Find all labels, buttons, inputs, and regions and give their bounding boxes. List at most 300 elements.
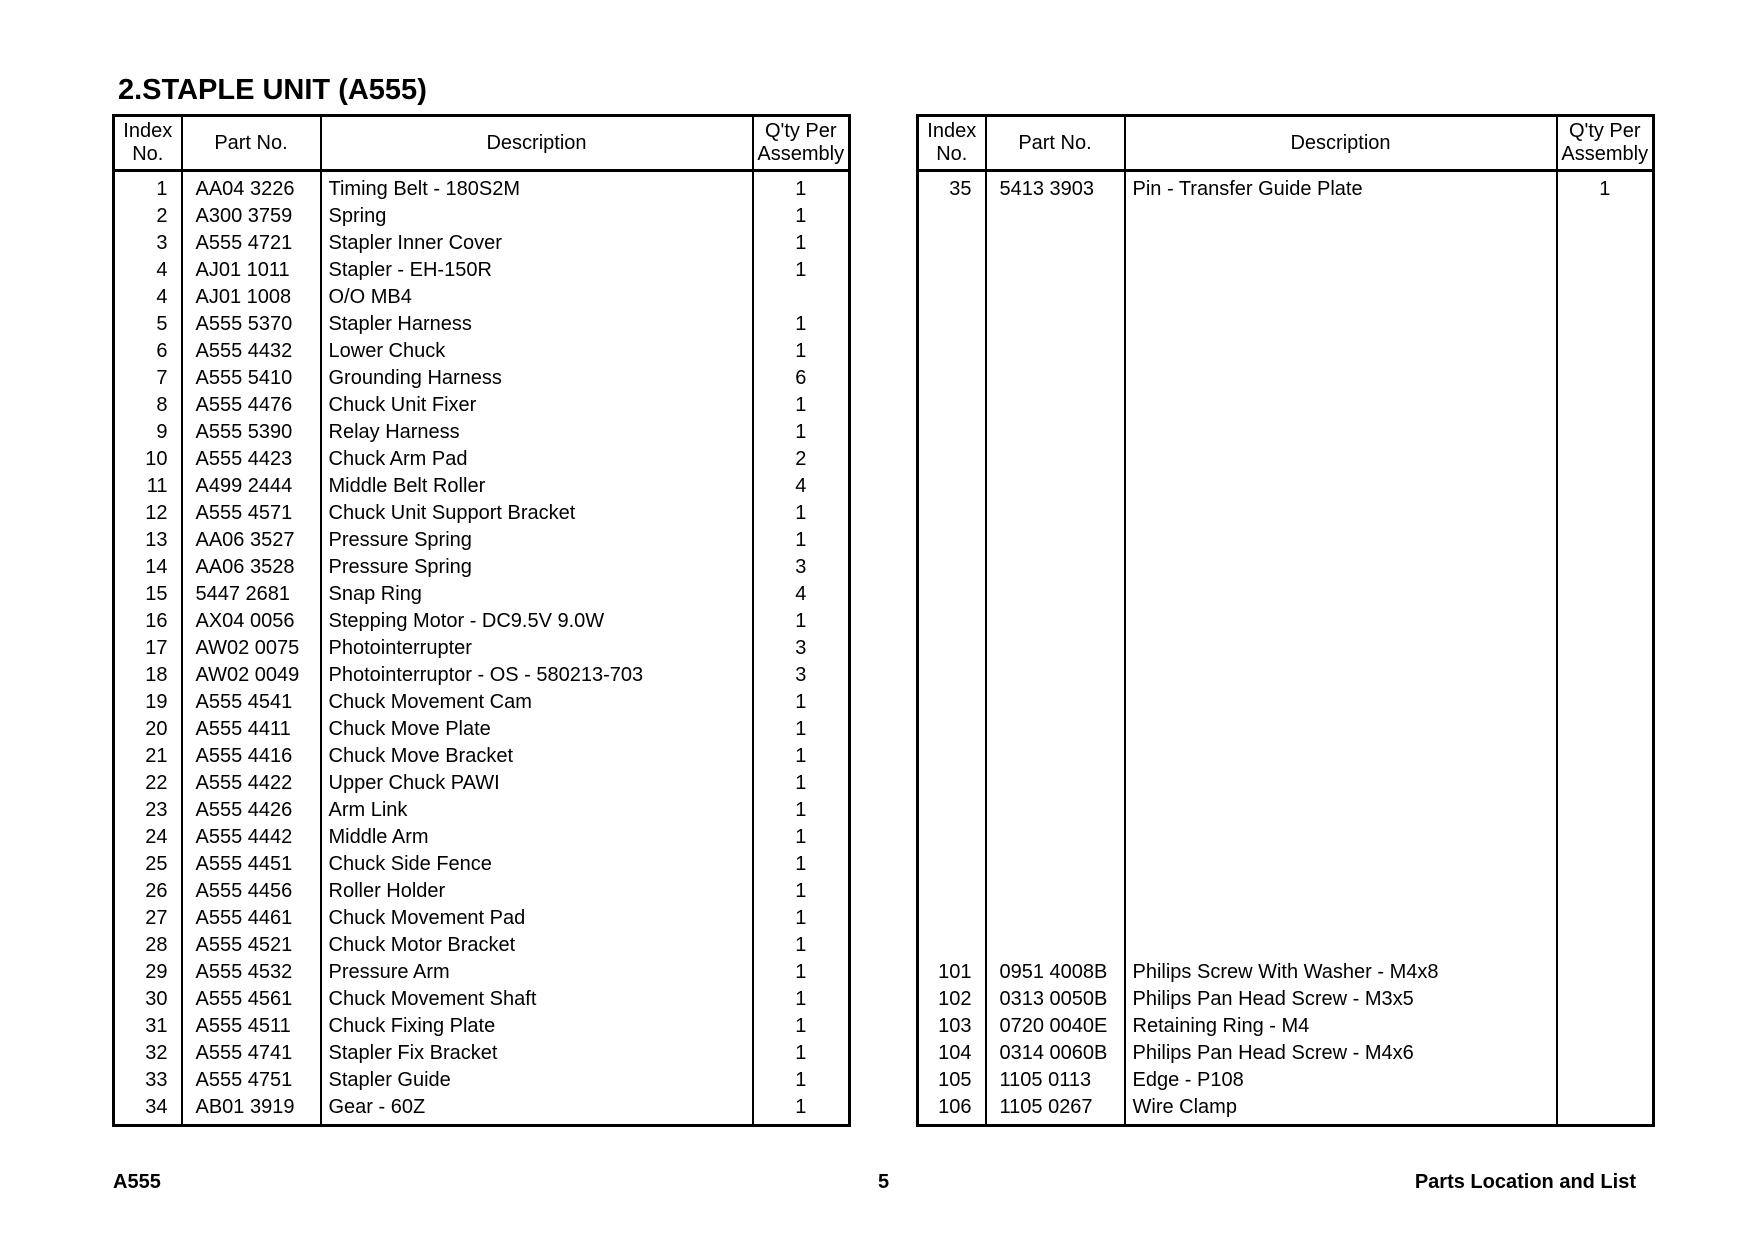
- header-index: [114, 116, 182, 171]
- table-row: [918, 932, 1654, 959]
- header-qty-label: Q'ty Per Assembly: [1561, 120, 1649, 165]
- parts-table-right-body: [918, 171, 1654, 1126]
- part-no-cell: [986, 716, 1125, 743]
- description-cell: Photointerrupter: [321, 635, 753, 662]
- description-cell: Chuck Motor Bracket: [321, 932, 753, 959]
- table-row: [114, 230, 850, 257]
- header-part-no: [986, 116, 1125, 171]
- header-index-label: Index No.: [927, 120, 977, 165]
- table-row: [114, 1013, 850, 1040]
- qty-cell: 1: [753, 824, 850, 851]
- description-cell: Stapler Harness: [321, 311, 753, 338]
- header-description: [1125, 116, 1557, 171]
- qty-cell: [1557, 554, 1654, 581]
- part-no-cell: [986, 446, 1125, 473]
- table-row: [114, 635, 850, 662]
- part-no-cell: [986, 230, 1125, 257]
- part-no-cell: 0314 0060B: [986, 1040, 1125, 1067]
- part-no-cell: A555 4721: [182, 230, 321, 257]
- index-cell: 29: [114, 959, 182, 986]
- index-cell: 24: [114, 824, 182, 851]
- part-no-cell: [986, 608, 1125, 635]
- description-cell: Stapler Inner Cover: [321, 230, 753, 257]
- part-no-cell: [986, 500, 1125, 527]
- index-cell: 13: [114, 527, 182, 554]
- index-cell: 3: [114, 230, 182, 257]
- description-cell: Relay Harness: [321, 419, 753, 446]
- qty-cell: [1557, 662, 1654, 689]
- description-cell: Chuck Side Fence: [321, 851, 753, 878]
- description-cell: [1125, 905, 1557, 932]
- description-cell: O/O MB4: [321, 284, 753, 311]
- description-cell: [1125, 608, 1557, 635]
- table-row: [114, 392, 850, 419]
- description-cell: [1125, 500, 1557, 527]
- description-cell: Stepping Motor - DC9.5V 9.0W: [321, 608, 753, 635]
- table-row: [918, 1094, 1654, 1126]
- qty-cell: [1557, 878, 1654, 905]
- description-cell: Pressure Spring: [321, 527, 753, 554]
- qty-cell: [1557, 959, 1654, 986]
- qty-cell: [1557, 338, 1654, 365]
- table-row: [918, 527, 1654, 554]
- index-cell: 15: [114, 581, 182, 608]
- description-cell: Chuck Movement Pad: [321, 905, 753, 932]
- table-row: [918, 662, 1654, 689]
- table-row: [918, 419, 1654, 446]
- part-no-cell: A555 4456: [182, 878, 321, 905]
- qty-cell: 2: [753, 446, 850, 473]
- table-row: [114, 1040, 850, 1067]
- description-cell: Pressure Spring: [321, 554, 753, 581]
- table-row: [918, 986, 1654, 1013]
- qty-cell: [1557, 365, 1654, 392]
- qty-cell: 1: [753, 338, 850, 365]
- index-cell: [918, 743, 986, 770]
- index-cell: 32: [114, 1040, 182, 1067]
- table-row: [114, 905, 850, 932]
- index-cell: [918, 635, 986, 662]
- part-no-cell: A555 4741: [182, 1040, 321, 1067]
- qty-cell: [1557, 203, 1654, 230]
- index-cell: 22: [114, 770, 182, 797]
- table-row: [114, 743, 850, 770]
- index-cell: [918, 257, 986, 284]
- index-cell: 14: [114, 554, 182, 581]
- table-row: [114, 770, 850, 797]
- part-no-cell: AW02 0075: [182, 635, 321, 662]
- header-qty-label: Q'ty Per Assembly: [757, 120, 845, 165]
- part-no-cell: [986, 338, 1125, 365]
- index-cell: [918, 554, 986, 581]
- qty-cell: 3: [753, 662, 850, 689]
- description-cell: Chuck Arm Pad: [321, 446, 753, 473]
- qty-cell: 1: [753, 986, 850, 1013]
- description-cell: Wire Clamp: [1125, 1094, 1557, 1126]
- description-cell: [1125, 257, 1557, 284]
- qty-cell: [1557, 581, 1654, 608]
- table-row: [114, 797, 850, 824]
- description-cell: Chuck Unit Fixer: [321, 392, 753, 419]
- qty-cell: [1557, 851, 1654, 878]
- table-row: [114, 203, 850, 230]
- part-no-cell: [986, 932, 1125, 959]
- part-no-cell: A555 4432: [182, 338, 321, 365]
- index-cell: 6: [114, 338, 182, 365]
- part-no-cell: [986, 392, 1125, 419]
- qty-cell: 1: [753, 905, 850, 932]
- index-cell: 28: [114, 932, 182, 959]
- table-row: [918, 473, 1654, 500]
- table-row: [918, 905, 1654, 932]
- index-cell: [918, 365, 986, 392]
- qty-cell: 1: [753, 851, 850, 878]
- header-qty: [753, 116, 850, 171]
- description-cell: Stapler - EH-150R: [321, 257, 753, 284]
- index-cell: 16: [114, 608, 182, 635]
- qty-cell: [1557, 473, 1654, 500]
- part-no-cell: A300 3759: [182, 203, 321, 230]
- description-cell: Pin - Transfer Guide Plate: [1125, 171, 1557, 204]
- table-row: [918, 1040, 1654, 1067]
- qty-cell: [1557, 932, 1654, 959]
- qty-cell: [1557, 257, 1654, 284]
- table-header-row: [114, 116, 850, 171]
- part-no-cell: AA06 3528: [182, 554, 321, 581]
- part-no-cell: A555 5390: [182, 419, 321, 446]
- table-row: [114, 878, 850, 905]
- table-row: [918, 203, 1654, 230]
- part-no-cell: A555 4521: [182, 932, 321, 959]
- part-no-cell: [986, 257, 1125, 284]
- qty-cell: 3: [753, 554, 850, 581]
- table-row: [114, 527, 850, 554]
- qty-cell: 1: [753, 797, 850, 824]
- table-row: [918, 878, 1654, 905]
- index-cell: [918, 527, 986, 554]
- qty-cell: 4: [753, 581, 850, 608]
- description-cell: Middle Arm: [321, 824, 753, 851]
- index-cell: [918, 230, 986, 257]
- qty-cell: 4: [753, 473, 850, 500]
- qty-cell: 6: [753, 365, 850, 392]
- table-row: [114, 365, 850, 392]
- index-cell: 4: [114, 257, 182, 284]
- qty-cell: [1557, 905, 1654, 932]
- description-cell: [1125, 716, 1557, 743]
- index-cell: 101: [918, 959, 986, 986]
- index-cell: [918, 851, 986, 878]
- header-index: [918, 116, 986, 171]
- part-no-cell: [986, 905, 1125, 932]
- index-cell: 34: [114, 1094, 182, 1126]
- part-no-cell: A555 5410: [182, 365, 321, 392]
- part-no-cell: [986, 662, 1125, 689]
- table-row: [918, 554, 1654, 581]
- index-cell: [918, 662, 986, 689]
- parts-table-right: [916, 114, 1655, 1127]
- index-cell: [918, 878, 986, 905]
- index-cell: 7: [114, 365, 182, 392]
- qty-cell: 1: [753, 527, 850, 554]
- table-row: [114, 959, 850, 986]
- table-row: [114, 257, 850, 284]
- part-no-cell: A555 4751: [182, 1067, 321, 1094]
- table-row: [114, 824, 850, 851]
- table-row: [114, 581, 850, 608]
- description-cell: [1125, 797, 1557, 824]
- qty-cell: [1557, 446, 1654, 473]
- table-row: [114, 500, 850, 527]
- qty-cell: 1: [753, 1013, 850, 1040]
- part-no-cell: 1105 0267: [986, 1094, 1125, 1126]
- qty-cell: 1: [753, 500, 850, 527]
- part-no-cell: A555 4541: [182, 689, 321, 716]
- description-cell: Chuck Unit Support Bracket: [321, 500, 753, 527]
- qty-cell: 1: [753, 230, 850, 257]
- qty-cell: 1: [753, 608, 850, 635]
- part-no-cell: 0720 0040E: [986, 1013, 1125, 1040]
- index-cell: 21: [114, 743, 182, 770]
- index-cell: [918, 608, 986, 635]
- qty-cell: [753, 284, 850, 311]
- description-cell: [1125, 851, 1557, 878]
- description-cell: [1125, 554, 1557, 581]
- description-cell: Roller Holder: [321, 878, 753, 905]
- part-no-cell: A555 4423: [182, 446, 321, 473]
- part-no-cell: [986, 689, 1125, 716]
- part-no-cell: A555 4461: [182, 905, 321, 932]
- part-no-cell: A555 4451: [182, 851, 321, 878]
- index-cell: 10: [114, 446, 182, 473]
- header-description-label: Description: [1290, 131, 1391, 154]
- description-cell: Stapler Guide: [321, 1067, 753, 1094]
- index-cell: 30: [114, 986, 182, 1013]
- table-row: [918, 1067, 1654, 1094]
- part-no-cell: A555 4411: [182, 716, 321, 743]
- table-row: [918, 770, 1654, 797]
- qty-cell: [1557, 1013, 1654, 1040]
- description-cell: Chuck Move Plate: [321, 716, 753, 743]
- part-no-cell: [986, 851, 1125, 878]
- table-header-row: [918, 116, 1654, 171]
- table-row: [114, 338, 850, 365]
- description-cell: [1125, 824, 1557, 851]
- part-no-cell: AA06 3527: [182, 527, 321, 554]
- footer-page-number: 5: [878, 1171, 890, 1193]
- part-no-cell: [986, 527, 1125, 554]
- index-cell: [918, 284, 986, 311]
- part-no-cell: 1105 0113: [986, 1067, 1125, 1094]
- index-cell: 31: [114, 1013, 182, 1040]
- description-cell: Stapler Fix Bracket: [321, 1040, 753, 1067]
- part-no-cell: [986, 284, 1125, 311]
- qty-cell: [1557, 392, 1654, 419]
- header-part-no-label: Part No.: [214, 131, 288, 154]
- description-cell: [1125, 338, 1557, 365]
- index-cell: [918, 797, 986, 824]
- table-row: [918, 500, 1654, 527]
- part-no-cell: [986, 824, 1125, 851]
- index-cell: 33: [114, 1067, 182, 1094]
- table-row: [918, 446, 1654, 473]
- parts-table-left-body: [114, 171, 850, 1126]
- description-cell: [1125, 284, 1557, 311]
- header-description: [321, 116, 753, 171]
- footer-model: A555: [113, 1171, 161, 1193]
- qty-cell: [1557, 716, 1654, 743]
- table-row: [918, 311, 1654, 338]
- table-row: [918, 171, 1654, 204]
- qty-cell: [1557, 527, 1654, 554]
- qty-cell: [1557, 1094, 1654, 1126]
- description-cell: [1125, 581, 1557, 608]
- qty-cell: 1: [753, 932, 850, 959]
- description-cell: Arm Link: [321, 797, 753, 824]
- description-cell: Chuck Fixing Plate: [321, 1013, 753, 1040]
- table-row: [114, 932, 850, 959]
- table-row: [114, 446, 850, 473]
- index-cell: 18: [114, 662, 182, 689]
- table-row: [114, 851, 850, 878]
- description-cell: [1125, 932, 1557, 959]
- table-row: [918, 743, 1654, 770]
- index-cell: 9: [114, 419, 182, 446]
- part-no-cell: AJ01 1008: [182, 284, 321, 311]
- table-row: [918, 365, 1654, 392]
- part-no-cell: A499 2444: [182, 473, 321, 500]
- parts-table-left: [112, 114, 851, 1127]
- description-cell: [1125, 743, 1557, 770]
- table-row: [114, 171, 850, 204]
- index-cell: 12: [114, 500, 182, 527]
- part-no-cell: [986, 797, 1125, 824]
- table-row: [918, 635, 1654, 662]
- qty-cell: 1: [753, 1094, 850, 1126]
- qty-cell: 1: [753, 716, 850, 743]
- qty-cell: 1: [753, 171, 850, 204]
- part-no-cell: A555 5370: [182, 311, 321, 338]
- part-no-cell: 5447 2681: [182, 581, 321, 608]
- index-cell: [918, 500, 986, 527]
- qty-cell: 3: [753, 635, 850, 662]
- part-no-cell: A555 4442: [182, 824, 321, 851]
- index-cell: [918, 689, 986, 716]
- description-cell: Photointerruptor - OS - 580213-703: [321, 662, 753, 689]
- table-row: [114, 284, 850, 311]
- description-cell: [1125, 527, 1557, 554]
- description-cell: [1125, 662, 1557, 689]
- qty-cell: [1557, 230, 1654, 257]
- qty-cell: 1: [753, 203, 850, 230]
- index-cell: [918, 419, 986, 446]
- part-no-cell: 5413 3903: [986, 171, 1125, 204]
- description-cell: Chuck Movement Cam: [321, 689, 753, 716]
- part-no-cell: [986, 878, 1125, 905]
- part-no-cell: A555 4561: [182, 986, 321, 1013]
- part-no-cell: [986, 473, 1125, 500]
- part-no-cell: AB01 3919: [182, 1094, 321, 1126]
- index-cell: 27: [114, 905, 182, 932]
- qty-cell: [1557, 1067, 1654, 1094]
- qty-cell: 1: [753, 743, 850, 770]
- qty-cell: [1557, 500, 1654, 527]
- part-no-cell: [986, 365, 1125, 392]
- index-cell: [918, 338, 986, 365]
- index-cell: [918, 473, 986, 500]
- index-cell: [918, 716, 986, 743]
- qty-cell: [1557, 1040, 1654, 1067]
- description-cell: [1125, 419, 1557, 446]
- qty-cell: [1557, 770, 1654, 797]
- description-cell: [1125, 473, 1557, 500]
- index-cell: 1: [114, 171, 182, 204]
- index-cell: 20: [114, 716, 182, 743]
- description-cell: Pressure Arm: [321, 959, 753, 986]
- table-row: [918, 284, 1654, 311]
- table-row: [918, 716, 1654, 743]
- description-cell: Philips Screw With Washer - M4x8: [1125, 959, 1557, 986]
- table-row: [114, 986, 850, 1013]
- index-cell: 8: [114, 392, 182, 419]
- qty-cell: [1557, 986, 1654, 1013]
- table-row: [918, 689, 1654, 716]
- table-row: [918, 257, 1654, 284]
- qty-cell: [1557, 743, 1654, 770]
- header-part-no-label: Part No.: [1018, 131, 1092, 154]
- qty-cell: 1: [753, 878, 850, 905]
- table-row: [114, 554, 850, 581]
- description-cell: Middle Belt Roller: [321, 473, 753, 500]
- page-title: 2.STAPLE UNIT (A555): [118, 74, 427, 106]
- qty-cell: 1: [753, 1067, 850, 1094]
- part-no-cell: [986, 743, 1125, 770]
- qty-cell: 1: [753, 959, 850, 986]
- part-no-cell: AA04 3226: [182, 171, 321, 204]
- qty-cell: 1: [1557, 171, 1654, 204]
- qty-cell: [1557, 797, 1654, 824]
- index-cell: 102: [918, 986, 986, 1013]
- description-cell: Upper Chuck PAWI: [321, 770, 753, 797]
- table-row: [114, 311, 850, 338]
- description-cell: Timing Belt - 180S2M: [321, 171, 753, 204]
- table-row: [918, 230, 1654, 257]
- index-cell: [918, 905, 986, 932]
- part-no-cell: [986, 581, 1125, 608]
- qty-cell: [1557, 284, 1654, 311]
- index-cell: 35: [918, 171, 986, 204]
- index-cell: 17: [114, 635, 182, 662]
- part-no-cell: [986, 554, 1125, 581]
- index-cell: [918, 932, 986, 959]
- table-row: [918, 608, 1654, 635]
- index-cell: [918, 203, 986, 230]
- footer-section-title: Parts Location and List: [1414, 1171, 1636, 1193]
- part-no-cell: A555 4571: [182, 500, 321, 527]
- description-cell: [1125, 878, 1557, 905]
- index-cell: 103: [918, 1013, 986, 1040]
- header-part-no: [182, 116, 321, 171]
- qty-cell: 1: [753, 1040, 850, 1067]
- header-qty: [1557, 116, 1654, 171]
- description-cell: [1125, 392, 1557, 419]
- table-row: [918, 797, 1654, 824]
- table-row: [918, 851, 1654, 878]
- qty-cell: [1557, 311, 1654, 338]
- description-cell: [1125, 446, 1557, 473]
- index-cell: 106: [918, 1094, 986, 1126]
- part-no-cell: [986, 311, 1125, 338]
